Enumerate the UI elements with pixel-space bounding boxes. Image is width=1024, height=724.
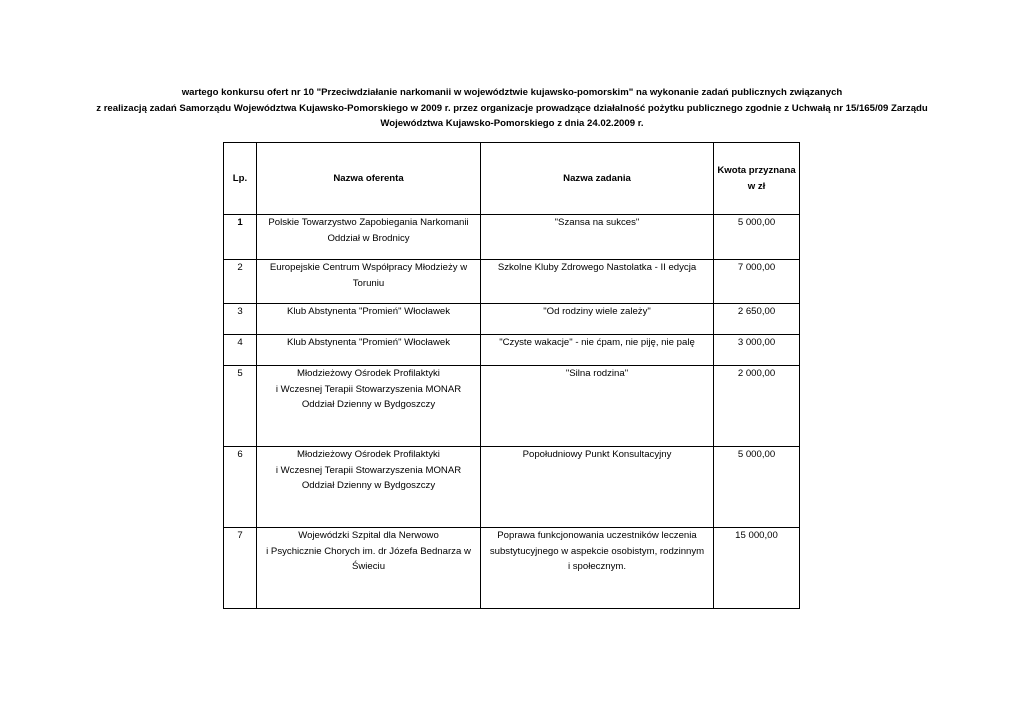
oferent-line: Wojewódzki Szpital dla Nerwowo [298, 530, 439, 541]
zadanie-line: Szkolne Kluby Zdrowego Nastolatka - II edycja [497, 262, 697, 273]
cell-lp: 5 [224, 366, 257, 447]
oferent-line: i Wczesnej Terapii Stowarzyszenia MONAR [275, 383, 462, 395]
zadanie-line: Popołudniowy Punkt Konsultacyjny [522, 449, 672, 460]
cell-kwota: 15 000,00 [714, 528, 800, 609]
cell-zadanie [481, 447, 714, 528]
cell-oferent [257, 447, 481, 528]
zadanie-line: "Szansa na sukces" [554, 217, 640, 228]
cell-lp: 2 [224, 260, 257, 304]
table-row [224, 304, 800, 335]
cell-kwota: 5 000,00 [714, 447, 800, 528]
cell-zadanie [481, 366, 714, 447]
heading-line-1: wartego konkursu ofert nr 10 "Przeciwdziałanie narkomanii w województwie kujawsko-pomorskim" na wykonanie zadań publicznych związanych [181, 87, 843, 98]
table-row [224, 528, 800, 609]
oferent-line: Młodzieżowy Ośrodek Profilaktyki [297, 368, 440, 379]
header-kwota-line-2: w zł [747, 180, 766, 192]
table-header-row [224, 143, 800, 215]
cell-kwota: 2 650,00 [714, 304, 800, 335]
table-row [224, 260, 800, 304]
oferent-line: i Wczesnej Terapii Stowarzyszenia MONAR [275, 464, 462, 476]
cell-kwota: 3 000,00 [714, 335, 800, 366]
cell-oferent [257, 528, 481, 609]
header-lp: Lp. [224, 143, 257, 215]
zadanie-line: Poprawa funkcjonowania uczestników leczenia [497, 530, 697, 541]
cell-zadanie [481, 260, 714, 304]
cell-lp: 3 [224, 304, 257, 335]
table-row [224, 366, 800, 447]
oferent-line: Oddział Dzienny w Bydgoszczy [301, 480, 436, 491]
header-kwota [714, 143, 800, 215]
oferent-line: Oddział Dzienny w Bydgoszczy [301, 399, 436, 410]
cell-oferent [257, 215, 481, 260]
oferent-line: Świeciu [351, 561, 386, 572]
cell-oferent [257, 335, 481, 366]
oferent-line: Polskie Towarzystwo Zapobiegania Narkomanii [268, 217, 469, 228]
cell-zadanie [481, 304, 714, 335]
zadanie-line: substytucyjnego w aspekcie osobistym, rodzinnym [489, 545, 705, 557]
header-zadanie: Nazwa zadania [481, 143, 714, 215]
oferent-line: Klub Abstynenta "Promień" Włocławek [286, 306, 451, 317]
oferent-line: Młodzieżowy Ośrodek Profilaktyki [297, 449, 440, 460]
oferent-line: Europejskie Centrum Współpracy Młodzieży w [269, 262, 468, 273]
zadanie-line: "Czyste wakacje" - nie ćpam, nie piję, nie palę [499, 337, 695, 348]
oferent-line: i Psychicznie Chorych im. dr Józefa Bednarza w [266, 545, 471, 557]
zadanie-line: "Od rodziny wiele zależy" [543, 306, 651, 317]
cell-kwota: 5 000,00 [714, 215, 800, 260]
heading-line-2: z realizacją zadań Samorządu Województwa Kujawsko-Pomorskiego w 2009 r. przez organizacje prowadzące działalność pożytku publicznego zgodnie z Uchwałą nr 15/165/09 Zarządu [96, 102, 928, 114]
table-row [224, 335, 800, 366]
table-row [224, 215, 800, 260]
grant-table [223, 142, 800, 609]
cell-lp: 6 [224, 447, 257, 528]
cell-zadanie [481, 528, 714, 609]
oferent-line: Toruniu [352, 277, 385, 289]
zadanie-line: "Silna rodzina" [565, 368, 629, 379]
zadanie-line: i społecznym. [567, 561, 627, 572]
heading-line-3: Województwa Kujawsko-Pomorskiego z dnia 24.02.2009 r. [380, 118, 644, 129]
cell-kwota: 2 000,00 [714, 366, 800, 447]
cell-zadanie [481, 335, 714, 366]
oferent-line: Klub Abstynenta "Promień" Włocławek [286, 337, 451, 348]
oferent-line: Oddział w Brodnicy [327, 232, 410, 244]
cell-oferent [257, 366, 481, 447]
cell-oferent [257, 260, 481, 304]
cell-zadanie [481, 215, 714, 260]
cell-lp: 7 [224, 528, 257, 609]
header-oferent: Nazwa oferenta [257, 143, 481, 215]
header-kwota-line-1: Kwota przyznana [717, 165, 796, 176]
table-row [224, 447, 800, 528]
document-heading [0, 85, 1024, 132]
cell-kwota: 7 000,00 [714, 260, 800, 304]
cell-lp: 1 [224, 215, 257, 260]
cell-lp: 4 [224, 335, 257, 366]
cell-oferent [257, 304, 481, 335]
